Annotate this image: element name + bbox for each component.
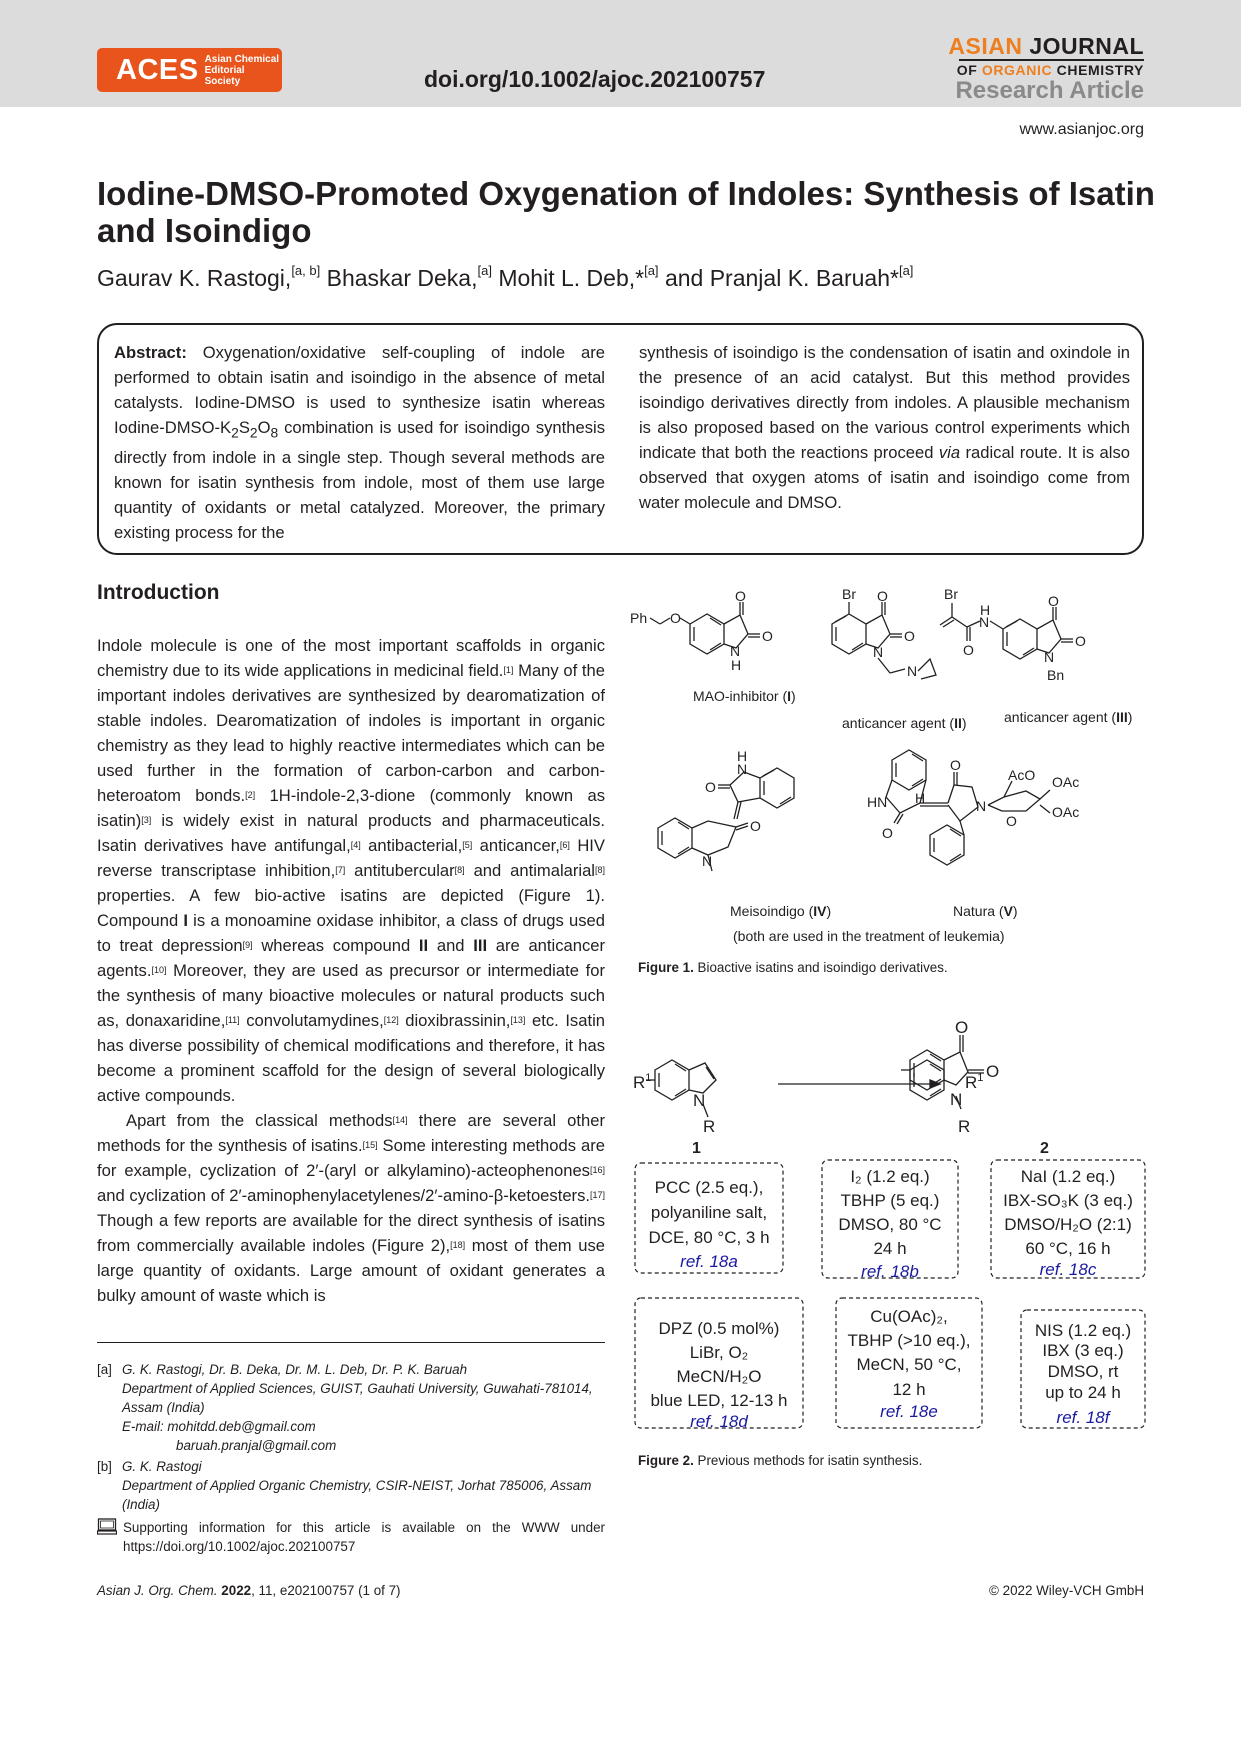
atom-label: H [737,748,748,764]
footnote-divider [97,1342,605,1343]
figure1-note: (both are used in the treatment of leukemia) [733,928,1005,944]
atom-label: O [963,642,974,658]
ref-link[interactable]: [13] [510,1015,526,1025]
author-list [97,265,913,292]
ref-link[interactable]: [8] [595,865,606,875]
ref-link[interactable]: [5] [462,840,473,850]
ref-link[interactable]: [6] [559,840,570,850]
atom-label: O [904,628,915,644]
journal-name-line2: OF ORGANIC CHEMISTRY [956,62,1144,78]
atom-label: O [762,628,773,644]
computer-icon [97,1518,117,1535]
ref-link[interactable]: [8] [454,865,465,875]
journal-divider [959,59,1144,61]
author-affil-marker: [a] [644,263,659,278]
condition-line: IBX-SO₃K (3 eq.) [1003,1191,1133,1210]
author-affil-marker: [a] [898,263,914,278]
ref-link[interactable]: [7] [335,865,346,875]
condition-line: IBX (3 eq.) [1042,1341,1124,1360]
intro-paragraph-1: Indole molecule is one of the most important scaffolds in organic chemistry due to its wide applications in medicinal field.[1] Many of the important indoles derivatives are synthesized by dearomatization of stable indoles. Dearomatization of indoles is important in organic chemistry as they lead to highly reactive intermediates which can be used further in the formation of carbon-carbon and carbon-heteroatom bonds.[2] 1H-indole-2,3-dione (commonly known as isatin)[3] is widely exist in natural products and pharmaceuticals. Isatin derivatives have antifungal,[4] antibacterial,[5] anticancer,[6] HIV reverse transcriptase inhibition,[7] antitubercular[8] and antimalarial[8] properties. A few bio-active isatins are depicted (Figure 1). Compound I is a monoamine oxidase inhibitor, a class of drugs used to treat depression[9] whereas compound II and III are anticancer agents.[10] Moreover, they are used as precursor or intermediate for the synthesis of many bioactive molecules or natural products such as, donaxaridine,[11] convolutamydines,[12] dioxibrassinin,[13] etc. Isatin has diverse possibility of chemical modifications and therefore, it has become a prominent scaffold for the design of several biologically active compounds. [97,636,606,1105]
compound-II [832,602,936,679]
condition-line: LiBr, O₂ [689,1343,749,1362]
atom-label: N [693,1091,706,1110]
figure-2-caption: Figure 2. Previous methods for isatin synthesis. [638,1453,923,1468]
introduction-text [97,633,605,1308]
condition-line: blue LED, 12-13 h [650,1391,788,1410]
abstract-right-column: synthesis of isoindigo is the condensation of isatin and oxindole in the presence of an acid catalyst. But this method provides isoindigo derivatives directly from indoles. A plausible mechanism is also proposed based on the various control experiments which indicate that both the reactions proceed via radical route. It is also observed that oxygen atoms of isatin and isoindigo come from water molecule and DMSO. [639,343,1130,512]
condition-line: DMSO, 80 °C [838,1215,942,1234]
compound-label-I: MAO-inhibitor (I) [693,688,796,704]
atom-label: AcO [1008,767,1036,783]
atom-label: Br [944,586,958,602]
ref-link[interactable]: [14] [392,1115,408,1125]
ref-link[interactable]: [2] [245,790,256,800]
atom-label: N [1044,649,1055,665]
atom-label: O [950,757,961,773]
affiliation-b: [b] G. K. Rastogi Department of Applied Organic Chemistry, CSIR-NEIST, Jorhat 785006, Assam (India) [97,1459,592,1512]
atom-label: O [882,825,893,841]
isatin-product [901,1035,984,1109]
ref-link[interactable]: [10] [151,965,167,975]
condition-line: TBHP (5 eq.) [840,1191,940,1210]
ref-link[interactable]: [1] [503,665,514,675]
condition-line: Cu(OAc)₂, [870,1307,948,1326]
condition-line: DMSO/H₂O (2:1) [1004,1215,1132,1234]
atom-label: N [950,1090,963,1109]
compound-number-1: 1 [692,1140,701,1157]
atom-label: H [915,790,926,806]
ref-link[interactable]: [15] [362,1140,378,1150]
compound-label-III: anticancer agent (III) [1004,709,1133,725]
author-name[interactable]: Mohit L. Deb,* [491,265,645,291]
compound-label-IV: Meisoindigo (IV) [730,903,832,919]
article-title: Iodine-DMSO-Promoted Oxygenation of Indoles: Synthesis of Isatin and Isoindigo [97,175,1155,249]
condition-line: DCE, 80 °C, 3 h [648,1228,770,1247]
substituent-R: R [958,1117,971,1136]
condition-line: 12 h [892,1380,926,1399]
ref-link[interactable]: [16] [589,1165,605,1175]
condition-line: MeCN, 50 °C, [856,1355,962,1374]
ref-link[interactable]: ref. 18b [861,1262,919,1281]
atom-label: N [979,614,990,630]
footer-copyright: © 2022 Wiley-VCH GmbH [989,1583,1144,1598]
doi-link[interactable]: doi.org/10.1002/ajoc.202100757 [424,66,766,92]
journal-name-line1: ASIAN JOURNAL [948,33,1144,59]
ref-link[interactable]: [3] [141,815,152,825]
ref-link[interactable]: ref. 18c [1039,1260,1097,1279]
compound-I [650,602,760,654]
footer-citation: Asian J. Org. Chem. 2022, 11, e202100757 (1 of 7) [97,1583,401,1598]
author-email[interactable]: baruah.pranjal@gmail.com [176,1438,337,1453]
ref-link[interactable]: ref. 18a [680,1252,738,1271]
figure-2 [630,1015,1150,1445]
affiliation-a: [a] G. K. Rastogi, Dr. B. Deka, Dr. M. L. Deb, Dr. P. K. Baruah Department of Applied Sciences, GUIST, Gauhati University, Guwahati-781014, Assam (India) E-mail: mohitdd.deb@gmail.com baruah.pranjal@gmail.com [97,1360,605,1455]
intro-paragraph-2: Apart from the classical methods[14] there are several other methods for the synthesis of isatins.[15] Some interesting methods are for example, cyclization of 2′-(aryl or alkylamino)-acteophenones[16] and cyclization of 2′-aminophenylacetylenes/2′-amino-β-ketoesters.[17] Though a few reports are available for the direct synthesis of isatins from commercially available indoles (Figure 2),[18] most of them use large quantity of oxidants. Large amount of oxidant generates a bulky amount of waste which is [97,1111,605,1305]
atom-label: O [735,588,746,604]
atom-label: O [1048,593,1059,609]
atom-label: H [731,657,742,673]
condition-line: polyaniline salt, [650,1203,768,1222]
logo-subtext: Asian Chemical Editorial Society [204,53,280,87]
abstract-box [97,323,1144,555]
compound-label-V: Natura (V) [953,903,1018,919]
figure-1 [630,585,1150,955]
atom-label: O [1075,633,1086,649]
ref-link[interactable]: [9] [242,940,253,950]
atom-label: Br [842,586,856,602]
header-bar [0,0,1241,107]
ref-link[interactable]: ref. 18e [880,1402,938,1421]
author-affil-marker: [a, b] [291,263,321,278]
author-name[interactable]: and Pranjal K. Baruah* [658,265,899,291]
atom-label: N [907,663,918,679]
condition-line: I₂ (1.2 eq.) [850,1167,930,1186]
condition-line: 60 °C, 16 h [1025,1239,1111,1258]
condition-line: NaI (1.2 eq.) [1020,1167,1116,1186]
atom-label: O [750,818,761,834]
article-type: Research Article [955,77,1144,104]
condition-line: 24 h [873,1239,907,1258]
compound-label-II: anticancer agent (II) [842,715,967,731]
condition-line: TBHP (>10 eq.), [847,1331,971,1350]
indole-structure-1 [646,1060,716,1117]
ref-link[interactable]: [17] [589,1190,605,1200]
atom-label: N [976,798,987,814]
author-affil-marker: [a] [477,263,492,278]
figure-1-caption: Figure 1. Bioactive isatins and isoindigo derivatives. [638,960,948,975]
author-email[interactable]: E-mail: mohitdd.deb@gmail.com [122,1419,316,1434]
atom-label: N [730,643,741,659]
isatin-structure-2 [900,1050,944,1100]
atom-label: O [955,1018,969,1037]
ref-link[interactable]: [18] [450,1240,466,1250]
atom-label: N [702,853,713,869]
author-name[interactable]: Gaurav K. Rastogi, [97,265,292,291]
condition-line: MeCN/H₂O [676,1367,762,1386]
abstract-left-column: Abstract: Oxygenation/oxidative self-coupling of indole are performed to obtain isatin and isoindigo in the absence of metal catalysts. Iodine-DMSO is used to synthesize isatin whereas Iodine-$DMSO-K_2S_2O_8$ combination is used for isoindigo synthesis directly from indole in a single step. Though several methods are known for isatin synthesis from indole, most of them use large quantity of oxidants or metal catalyzed. Moreover, the primary existing process for the [114,343,605,543]
condition-line: NIS (1.2 eq.) [1034,1321,1132,1340]
aces-logo[interactable] [97,48,282,92]
atom-label: N [873,644,884,660]
supporting-info [97,1518,605,1556]
atom-label: HN [867,794,888,810]
logo-text: ACES [116,53,199,86]
atom-label: O [670,610,681,626]
substituent-R1: $R^1$ [965,1072,984,1092]
condition-line: PCC (2.5 eq.), [654,1178,764,1197]
atom-label: Bn [1047,667,1065,683]
atom-label: O [877,588,888,604]
author-name[interactable]: Bhaskar Deka, [320,265,478,291]
atom-label: OAc [1052,804,1080,820]
ref-link[interactable]: [12] [383,1015,399,1025]
condition-line: DPZ (0.5 mol%) [658,1319,780,1338]
atom-label: O [1006,813,1017,829]
condition-line: up to 24 h [1045,1383,1121,1402]
compound-IV [658,768,794,871]
atom-label: O [986,1062,1000,1081]
atom-label: H [980,602,991,618]
ref-link[interactable]: ref. 18d [690,1412,748,1431]
ref-link[interactable]: [4] [350,840,361,850]
ref-link[interactable]: [11] [225,1015,240,1025]
atom-label: Ph [630,610,648,626]
supporting-info-link[interactable]: Supporting information for this article is available on the WWW under https://doi.org/10.1002/ajoc.202100757 [123,1520,605,1554]
substituent-R1: $R^1$ [633,1072,652,1092]
condition-line: DMSO, rt [1047,1362,1119,1381]
ref-link[interactable]: ref. 18f [1056,1408,1110,1427]
substituent-R: R [703,1117,716,1136]
journal-website-link[interactable]: www.asianjoc.org [1019,121,1144,138]
atom-label: OAc [1052,774,1080,790]
compound-number-2: 2 [1040,1140,1049,1157]
atom-label: N [737,761,748,777]
section-heading-introduction: Introduction [97,581,220,604]
atom-label: O [705,779,716,795]
affiliations [97,1360,605,1514]
